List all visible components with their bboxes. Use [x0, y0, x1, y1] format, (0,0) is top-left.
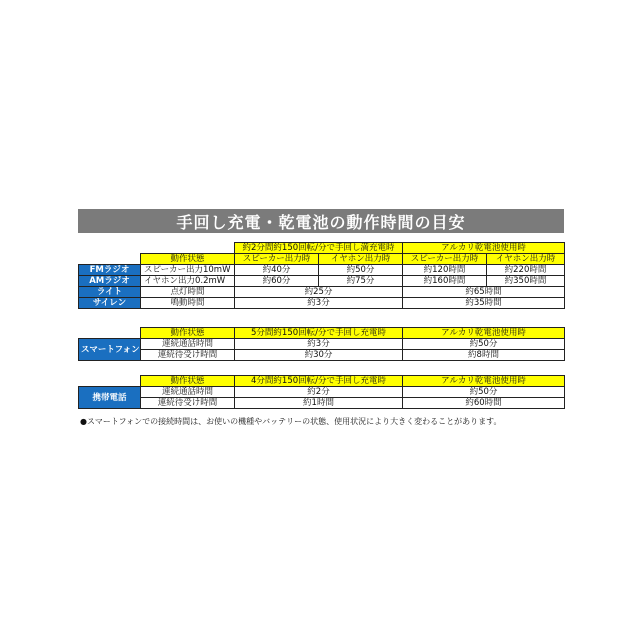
value-cell: 約60分	[235, 276, 319, 287]
table-row	[79, 387, 565, 398]
smartphone-table	[78, 327, 565, 361]
state-cell: 連続通話時間	[141, 387, 235, 398]
state-cell: イヤホン出力0.2mW	[141, 276, 235, 287]
footnote: ●スマートフォンでの接続時間は、お使いの機種やバッテリーの状態、使用状況により大きく変わることがあります。	[80, 417, 502, 426]
value-cell: 約60時間	[403, 398, 565, 409]
state-cell: 鳴動時間	[141, 298, 235, 309]
header-earphone: イヤホン出力時	[319, 254, 403, 265]
table-row	[79, 298, 565, 309]
blank-cell	[141, 243, 235, 254]
value-cell: 約40分	[235, 265, 319, 276]
state-cell: 連続待受け時間	[141, 398, 235, 409]
value-cell: 約350時間	[487, 276, 565, 287]
state-cell: スピーカー出力10mW	[141, 265, 235, 276]
value-cell: 約160時間	[403, 276, 487, 287]
value-cell: 約3分	[235, 298, 403, 309]
row-label-smartphone: スマートフォン	[79, 339, 141, 361]
value-cell: 約8時間	[403, 350, 565, 361]
value-cell: 約50分	[403, 339, 565, 350]
blank-cell	[79, 254, 141, 265]
table-row	[79, 276, 565, 287]
value-cell: 約220時間	[487, 265, 565, 276]
value-cell: 約1時間	[235, 398, 403, 409]
blank-cell	[79, 328, 141, 339]
row-label-am: AMラジオ	[79, 276, 141, 287]
radio-operation-table	[78, 242, 565, 309]
table-row	[79, 265, 565, 276]
state-cell: 連続通話時間	[141, 339, 235, 350]
table-row	[79, 339, 565, 350]
table-row	[79, 350, 565, 361]
row-label-fm: FMラジオ	[79, 265, 141, 276]
value-cell: 約50分	[319, 265, 403, 276]
value-cell: 約35時間	[403, 298, 565, 309]
header-hand-charge: 4分間約150回転/分で手回し充電時	[235, 376, 403, 387]
header-hand-charge: 約2分間約150回転/分で手回し満充電時	[235, 243, 403, 254]
header-state: 動作状態	[141, 328, 235, 339]
state-cell: 点灯時間	[141, 287, 235, 298]
header-speaker: スピーカー出力時	[235, 254, 319, 265]
state-cell: 連続待受け時間	[141, 350, 235, 361]
value-cell: 約65時間	[403, 287, 565, 298]
header-alkaline: アルカリ乾電池使用時	[403, 328, 565, 339]
value-cell: 約30分	[235, 350, 403, 361]
row-label-siren: サイレン	[79, 298, 141, 309]
blank-cell	[79, 376, 141, 387]
value-cell: 約50分	[403, 387, 565, 398]
header-earphone-alk: イヤホン出力時	[487, 254, 565, 265]
page-title: 手回し充電・乾電池の動作時間の目安	[78, 209, 564, 233]
row-label-light: ライト	[79, 287, 141, 298]
mobile-phone-table	[78, 375, 565, 409]
value-cell: 約3分	[235, 339, 403, 350]
header-speaker-alk: スピーカー出力時	[403, 254, 487, 265]
value-cell: 約120時間	[403, 265, 487, 276]
header-hand-charge: 5分間約150回転/分で手回し充電時	[235, 328, 403, 339]
table-row	[79, 287, 565, 298]
value-cell: 約2分	[235, 387, 403, 398]
value-cell: 約25分	[235, 287, 403, 298]
value-cell: 約75分	[319, 276, 403, 287]
header-alkaline: アルカリ乾電池使用時	[403, 376, 565, 387]
header-state: 動作状態	[141, 254, 235, 265]
table-row	[79, 398, 565, 409]
row-label-mobile-phone: 携帯電話	[79, 387, 141, 409]
blank-cell	[79, 243, 141, 254]
header-state: 動作状態	[141, 376, 235, 387]
header-alkaline: アルカリ乾電池使用時	[403, 243, 565, 254]
